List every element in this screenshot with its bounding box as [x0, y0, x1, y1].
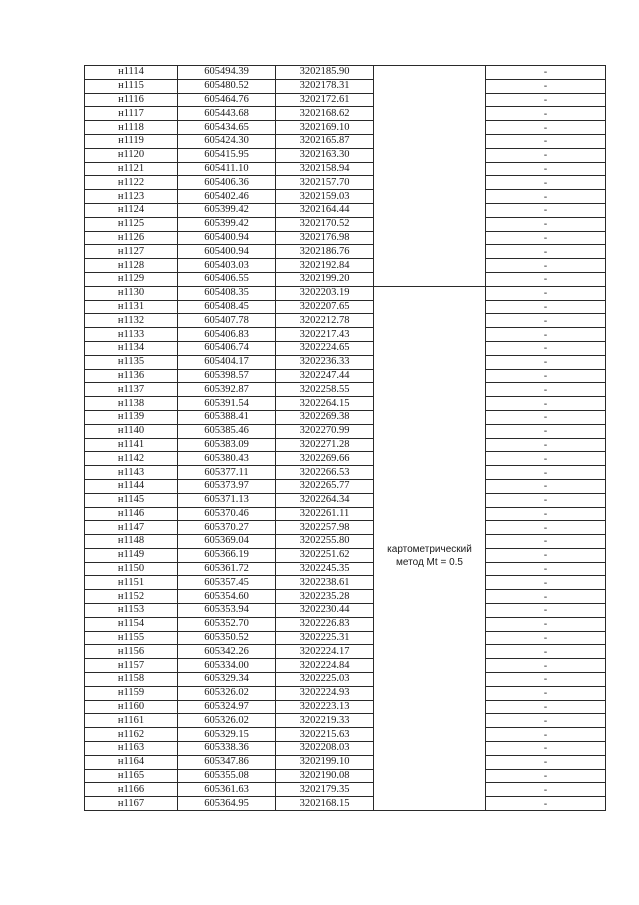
table-row — [85, 355, 606, 369]
y-coordinate-cell: 3202270.99 — [276, 424, 374, 438]
table-row — [85, 590, 606, 604]
point-id-cell: н1139 — [85, 410, 178, 424]
table-row — [85, 617, 606, 631]
y-coordinate-cell: 3202223.13 — [276, 700, 374, 714]
table-row — [85, 272, 606, 286]
x-coordinate-cell: 605415.95 — [178, 148, 276, 162]
accuracy-cell: - — [486, 742, 606, 756]
point-id-cell: н1143 — [85, 466, 178, 480]
accuracy-cell: - — [486, 259, 606, 273]
y-coordinate-cell: 3202219.33 — [276, 714, 374, 728]
y-coordinate-cell: 3202258.55 — [276, 383, 374, 397]
y-coordinate-cell: 3202225.03 — [276, 673, 374, 687]
accuracy-cell: - — [486, 797, 606, 811]
y-coordinate-cell: 3202185.90 — [276, 66, 374, 80]
table-row — [85, 493, 606, 507]
x-coordinate-cell: 605364.95 — [178, 797, 276, 811]
accuracy-cell: - — [486, 617, 606, 631]
table-row — [85, 755, 606, 769]
point-id-cell: н1123 — [85, 190, 178, 204]
y-coordinate-cell: 3202178.31 — [276, 79, 374, 93]
table-row — [85, 79, 606, 93]
x-coordinate-cell: 605400.94 — [178, 231, 276, 245]
x-coordinate-cell: 605329.34 — [178, 673, 276, 687]
point-id-cell: н1134 — [85, 341, 178, 355]
point-id-cell: н1164 — [85, 755, 178, 769]
table-row — [85, 190, 606, 204]
accuracy-cell: - — [486, 176, 606, 190]
x-coordinate-cell: 605350.52 — [178, 631, 276, 645]
point-id-cell: н1146 — [85, 507, 178, 521]
table-row — [85, 659, 606, 673]
point-id-cell: н1140 — [85, 424, 178, 438]
y-coordinate-cell: 3202217.43 — [276, 328, 374, 342]
x-coordinate-cell: 605352.70 — [178, 617, 276, 631]
table-row — [85, 438, 606, 452]
x-coordinate-cell: 605406.36 — [178, 176, 276, 190]
y-coordinate-cell: 3202215.63 — [276, 728, 374, 742]
x-coordinate-cell: 605383.09 — [178, 438, 276, 452]
y-coordinate-cell: 3202168.15 — [276, 797, 374, 811]
x-coordinate-cell: 605354.60 — [178, 590, 276, 604]
point-id-cell: н1142 — [85, 452, 178, 466]
table-row — [85, 673, 606, 687]
point-id-cell: н1122 — [85, 176, 178, 190]
table-row — [85, 397, 606, 411]
table-row — [85, 66, 606, 80]
accuracy-cell: - — [486, 631, 606, 645]
point-id-cell: н1163 — [85, 742, 178, 756]
point-id-cell: н1117 — [85, 107, 178, 121]
accuracy-cell: - — [486, 700, 606, 714]
point-id-cell: н1119 — [85, 134, 178, 148]
table-row — [85, 217, 606, 231]
y-coordinate-cell: 3202245.35 — [276, 562, 374, 576]
point-id-cell: н1150 — [85, 562, 178, 576]
y-coordinate-cell: 3202269.38 — [276, 410, 374, 424]
y-coordinate-cell: 3202190.08 — [276, 769, 374, 783]
x-coordinate-cell: 605424.30 — [178, 134, 276, 148]
table-row — [85, 742, 606, 756]
x-coordinate-cell: 605324.97 — [178, 700, 276, 714]
y-coordinate-cell: 3202247.44 — [276, 369, 374, 383]
accuracy-cell: - — [486, 466, 606, 480]
y-coordinate-cell: 3202226.83 — [276, 617, 374, 631]
accuracy-cell: - — [486, 424, 606, 438]
y-coordinate-cell: 3202207.65 — [276, 300, 374, 314]
x-coordinate-cell: 605361.72 — [178, 562, 276, 576]
point-id-cell: н1127 — [85, 245, 178, 259]
table-row — [85, 162, 606, 176]
accuracy-cell: - — [486, 714, 606, 728]
x-coordinate-cell: 605399.42 — [178, 217, 276, 231]
y-coordinate-cell: 3202165.87 — [276, 134, 374, 148]
table-row — [85, 286, 606, 300]
accuracy-cell: - — [486, 217, 606, 231]
point-id-cell: н1162 — [85, 728, 178, 742]
accuracy-cell: - — [486, 93, 606, 107]
x-coordinate-cell: 605369.04 — [178, 535, 276, 549]
x-coordinate-cell: 605406.55 — [178, 272, 276, 286]
accuracy-cell: - — [486, 383, 606, 397]
y-coordinate-cell: 3202271.28 — [276, 438, 374, 452]
y-coordinate-cell: 3202186.76 — [276, 245, 374, 259]
y-coordinate-cell: 3202264.15 — [276, 397, 374, 411]
y-coordinate-cell: 3202238.61 — [276, 576, 374, 590]
x-coordinate-cell: 605464.76 — [178, 93, 276, 107]
table-row — [85, 728, 606, 742]
y-coordinate-cell: 3202169.10 — [276, 121, 374, 135]
x-coordinate-cell: 605402.46 — [178, 190, 276, 204]
accuracy-cell: - — [486, 755, 606, 769]
x-coordinate-cell: 605373.97 — [178, 479, 276, 493]
y-coordinate-cell: 3202230.44 — [276, 604, 374, 618]
method-cell-upper — [374, 66, 486, 287]
accuracy-cell: - — [486, 521, 606, 535]
method-cell-lower — [374, 286, 486, 810]
point-id-cell: н1125 — [85, 217, 178, 231]
point-id-cell: н1131 — [85, 300, 178, 314]
y-coordinate-cell: 3202235.28 — [276, 590, 374, 604]
accuracy-cell: - — [486, 769, 606, 783]
point-id-cell: н1133 — [85, 328, 178, 342]
point-id-cell: н1145 — [85, 493, 178, 507]
accuracy-cell: - — [486, 673, 606, 687]
point-id-cell: н1124 — [85, 203, 178, 217]
point-id-cell: н1137 — [85, 383, 178, 397]
point-id-cell: н1126 — [85, 231, 178, 245]
y-coordinate-cell: 3202163.30 — [276, 148, 374, 162]
x-coordinate-cell: 605388.41 — [178, 410, 276, 424]
table-row — [85, 410, 606, 424]
table-row — [85, 121, 606, 135]
accuracy-cell: - — [486, 341, 606, 355]
method-note-line-1: картометрический — [387, 543, 472, 555]
accuracy-cell: - — [486, 604, 606, 618]
table-row — [85, 686, 606, 700]
accuracy-cell: - — [486, 245, 606, 259]
accuracy-cell: - — [486, 231, 606, 245]
table-row — [85, 769, 606, 783]
y-coordinate-cell: 3202212.78 — [276, 314, 374, 328]
x-coordinate-cell: 605406.74 — [178, 341, 276, 355]
point-id-cell: н1148 — [85, 535, 178, 549]
accuracy-cell: - — [486, 190, 606, 204]
x-coordinate-cell: 605403.03 — [178, 259, 276, 273]
point-id-cell: н1156 — [85, 645, 178, 659]
point-id-cell: н1167 — [85, 797, 178, 811]
accuracy-cell: - — [486, 162, 606, 176]
x-coordinate-cell: 605392.87 — [178, 383, 276, 397]
accuracy-cell: - — [486, 355, 606, 369]
table-row — [85, 231, 606, 245]
y-coordinate-cell: 3202225.31 — [276, 631, 374, 645]
accuracy-cell: - — [486, 300, 606, 314]
table-row — [85, 797, 606, 811]
y-coordinate-cell: 3202208.03 — [276, 742, 374, 756]
x-coordinate-cell: 605326.02 — [178, 714, 276, 728]
x-coordinate-cell: 605391.54 — [178, 397, 276, 411]
method-note-line-2: метод Mt = 0.5 — [396, 556, 463, 568]
table-row — [85, 714, 606, 728]
table-row — [85, 479, 606, 493]
x-coordinate-cell: 605406.83 — [178, 328, 276, 342]
y-coordinate-cell: 3202261.11 — [276, 507, 374, 521]
accuracy-cell: - — [486, 286, 606, 300]
y-coordinate-cell: 3202251.62 — [276, 548, 374, 562]
x-coordinate-cell: 605353.94 — [178, 604, 276, 618]
accuracy-cell: - — [486, 728, 606, 742]
x-coordinate-cell: 605342.26 — [178, 645, 276, 659]
accuracy-cell: - — [486, 410, 606, 424]
y-coordinate-cell: 3202203.19 — [276, 286, 374, 300]
x-coordinate-cell: 605334.00 — [178, 659, 276, 673]
point-id-cell: н1132 — [85, 314, 178, 328]
accuracy-cell: - — [486, 783, 606, 797]
accuracy-cell: - — [486, 645, 606, 659]
y-coordinate-cell: 3202265.77 — [276, 479, 374, 493]
x-coordinate-cell: 605408.45 — [178, 300, 276, 314]
y-coordinate-cell: 3202224.17 — [276, 645, 374, 659]
accuracy-cell: - — [486, 548, 606, 562]
y-coordinate-cell: 3202192.84 — [276, 259, 374, 273]
table-row — [85, 259, 606, 273]
table-row — [85, 341, 606, 355]
accuracy-cell: - — [486, 328, 606, 342]
y-coordinate-cell: 3202224.93 — [276, 686, 374, 700]
table-row — [85, 203, 606, 217]
accuracy-cell: - — [486, 562, 606, 576]
x-coordinate-cell: 605357.45 — [178, 576, 276, 590]
point-id-cell: н1153 — [85, 604, 178, 618]
table-row — [85, 314, 606, 328]
y-coordinate-cell: 3202158.94 — [276, 162, 374, 176]
table-row — [85, 328, 606, 342]
y-coordinate-cell: 3202266.53 — [276, 466, 374, 480]
table-row — [85, 424, 606, 438]
point-id-cell: н1116 — [85, 93, 178, 107]
table-row — [85, 107, 606, 121]
accuracy-cell: - — [486, 479, 606, 493]
accuracy-cell: - — [486, 79, 606, 93]
x-coordinate-cell: 605443.68 — [178, 107, 276, 121]
x-coordinate-cell: 605371.13 — [178, 493, 276, 507]
accuracy-cell: - — [486, 576, 606, 590]
accuracy-cell: - — [486, 590, 606, 604]
accuracy-cell: - — [486, 314, 606, 328]
accuracy-cell: - — [486, 493, 606, 507]
x-coordinate-cell: 605434.65 — [178, 121, 276, 135]
x-coordinate-cell: 605338.36 — [178, 742, 276, 756]
x-coordinate-cell: 605399.42 — [178, 203, 276, 217]
y-coordinate-cell: 3202257.98 — [276, 521, 374, 535]
y-coordinate-cell: 3202179.35 — [276, 783, 374, 797]
coordinates-table — [84, 65, 606, 811]
y-coordinate-cell: 3202172.61 — [276, 93, 374, 107]
point-id-cell: н1115 — [85, 79, 178, 93]
point-id-cell: н1154 — [85, 617, 178, 631]
y-coordinate-cell: 3202168.62 — [276, 107, 374, 121]
accuracy-cell: - — [486, 369, 606, 383]
y-coordinate-cell: 3202224.65 — [276, 341, 374, 355]
y-coordinate-cell: 3202199.10 — [276, 755, 374, 769]
coordinates-table-body — [85, 66, 606, 811]
point-id-cell: н1144 — [85, 479, 178, 493]
accuracy-cell: - — [486, 66, 606, 80]
x-coordinate-cell: 605408.35 — [178, 286, 276, 300]
table-row — [85, 562, 606, 576]
x-coordinate-cell: 605366.19 — [178, 548, 276, 562]
x-coordinate-cell: 605494.39 — [178, 66, 276, 80]
x-coordinate-cell: 605347.86 — [178, 755, 276, 769]
table-row — [85, 369, 606, 383]
point-id-cell: н1161 — [85, 714, 178, 728]
x-coordinate-cell: 605329.15 — [178, 728, 276, 742]
point-id-cell: н1152 — [85, 590, 178, 604]
accuracy-cell: - — [486, 134, 606, 148]
table-row — [85, 452, 606, 466]
table-row — [85, 604, 606, 618]
table-row — [85, 176, 606, 190]
table-row — [85, 631, 606, 645]
y-coordinate-cell: 3202170.52 — [276, 217, 374, 231]
point-id-cell: н1114 — [85, 66, 178, 80]
table-row — [85, 507, 606, 521]
x-coordinate-cell: 605404.17 — [178, 355, 276, 369]
table-row — [85, 245, 606, 259]
accuracy-cell: - — [486, 121, 606, 135]
x-coordinate-cell: 605385.46 — [178, 424, 276, 438]
accuracy-cell: - — [486, 272, 606, 286]
point-id-cell: н1130 — [85, 286, 178, 300]
x-coordinate-cell: 605407.78 — [178, 314, 276, 328]
table-row — [85, 466, 606, 480]
point-id-cell: н1135 — [85, 355, 178, 369]
point-id-cell: н1165 — [85, 769, 178, 783]
point-id-cell: н1158 — [85, 673, 178, 687]
x-coordinate-cell: 605398.57 — [178, 369, 276, 383]
accuracy-cell: - — [486, 397, 606, 411]
accuracy-cell: - — [486, 203, 606, 217]
y-coordinate-cell: 3202157.70 — [276, 176, 374, 190]
table-row — [85, 535, 606, 549]
point-id-cell: н1155 — [85, 631, 178, 645]
table-row — [85, 93, 606, 107]
point-id-cell: н1121 — [85, 162, 178, 176]
point-id-cell: н1149 — [85, 548, 178, 562]
y-coordinate-cell: 3202159.03 — [276, 190, 374, 204]
table-row — [85, 645, 606, 659]
point-id-cell: н1138 — [85, 397, 178, 411]
accuracy-cell: - — [486, 148, 606, 162]
method-note — [374, 543, 485, 569]
point-id-cell: н1129 — [85, 272, 178, 286]
accuracy-cell: - — [486, 535, 606, 549]
point-id-cell: н1151 — [85, 576, 178, 590]
y-coordinate-cell: 3202224.84 — [276, 659, 374, 673]
point-id-cell: н1159 — [85, 686, 178, 700]
x-coordinate-cell: 605377.11 — [178, 466, 276, 480]
y-coordinate-cell: 3202264.34 — [276, 493, 374, 507]
accuracy-cell: - — [486, 507, 606, 521]
table-row — [85, 576, 606, 590]
x-coordinate-cell: 605355.08 — [178, 769, 276, 783]
table-row — [85, 134, 606, 148]
point-id-cell: н1136 — [85, 369, 178, 383]
y-coordinate-cell: 3202236.33 — [276, 355, 374, 369]
point-id-cell: н1157 — [85, 659, 178, 673]
point-id-cell: н1166 — [85, 783, 178, 797]
point-id-cell: н1128 — [85, 259, 178, 273]
table-row — [85, 783, 606, 797]
y-coordinate-cell: 3202255.80 — [276, 535, 374, 549]
x-coordinate-cell: 605411.10 — [178, 162, 276, 176]
table-row — [85, 521, 606, 535]
point-id-cell: н1160 — [85, 700, 178, 714]
point-id-cell: н1141 — [85, 438, 178, 452]
table-row — [85, 383, 606, 397]
x-coordinate-cell: 605380.43 — [178, 452, 276, 466]
y-coordinate-cell: 3202176.98 — [276, 231, 374, 245]
table-row — [85, 548, 606, 562]
point-id-cell: н1118 — [85, 121, 178, 135]
point-id-cell: н1120 — [85, 148, 178, 162]
accuracy-cell: - — [486, 107, 606, 121]
y-coordinate-cell: 3202269.66 — [276, 452, 374, 466]
table-row — [85, 300, 606, 314]
accuracy-cell: - — [486, 452, 606, 466]
accuracy-cell: - — [486, 659, 606, 673]
table-row — [85, 148, 606, 162]
x-coordinate-cell: 605400.94 — [178, 245, 276, 259]
accuracy-cell: - — [486, 438, 606, 452]
y-coordinate-cell: 3202164.44 — [276, 203, 374, 217]
x-coordinate-cell: 605370.46 — [178, 507, 276, 521]
y-coordinate-cell: 3202199.20 — [276, 272, 374, 286]
accuracy-cell: - — [486, 686, 606, 700]
x-coordinate-cell: 605480.52 — [178, 79, 276, 93]
x-coordinate-cell: 605370.27 — [178, 521, 276, 535]
x-coordinate-cell: 605326.02 — [178, 686, 276, 700]
x-coordinate-cell: 605361.63 — [178, 783, 276, 797]
table-row — [85, 700, 606, 714]
point-id-cell: н1147 — [85, 521, 178, 535]
